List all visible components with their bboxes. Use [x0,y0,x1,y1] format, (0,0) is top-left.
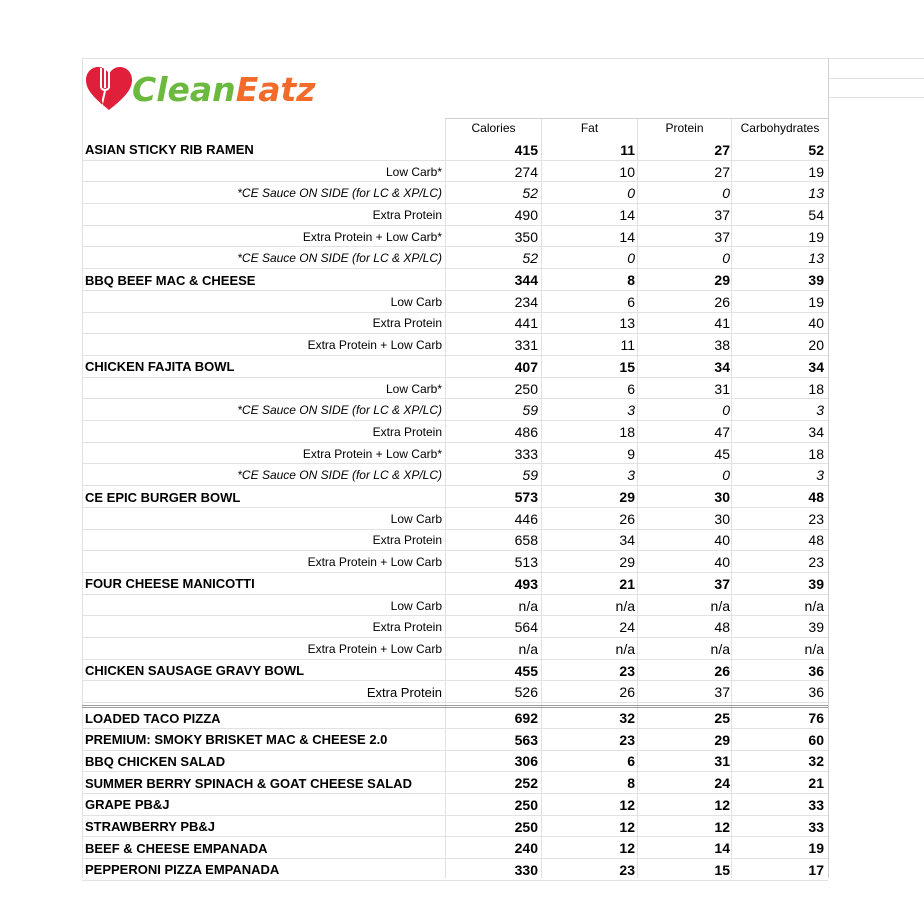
item-name: SUMMER BERRY SPINACH & GOAT CHEESE SALAD [85,775,412,791]
fat-value: 26 [619,510,635,527]
variant-label: Extra Protein + Low Carb [307,338,442,353]
protein-value: 27 [714,163,730,180]
fat-value: 13 [619,315,635,332]
fat-value: 29 [619,489,635,506]
protein-value: 40 [714,554,730,571]
carbohydrates-value: 19 [808,163,824,180]
carbohydrates-value: 39 [808,272,824,289]
calories-value: 274 [514,163,538,180]
calories-value: 52 [522,185,538,202]
calories-value: 490 [514,206,538,223]
variant-label: Low Carb [390,511,442,526]
fat-value: 15 [619,358,635,375]
calories-value: 692 [514,710,538,727]
grid-line [828,78,924,79]
carbohydrates-value: 39 [808,575,824,592]
calories-value: 407 [514,358,538,375]
protein-value: 0 [722,250,730,267]
fat-value: 29 [619,554,635,571]
variant-label: Extra Protein [372,533,442,548]
table-row-variant [82,378,828,400]
item-name: CHICKEN FAJITA BOWL [85,359,235,375]
calories-value: 240 [514,840,538,857]
fat-value: 24 [619,619,635,636]
protein-value: 31 [714,380,730,397]
table-row-variant [82,530,828,552]
table-row-item [82,573,828,595]
protein-value: 38 [714,337,730,354]
grid-line [82,58,924,59]
grid-line [828,97,924,98]
variant-label: Extra Protein [372,207,442,222]
calories-value: n/a [518,640,538,657]
protein-value: 37 [714,206,730,223]
table-row-item [82,660,828,682]
carbohydrates-value: 36 [808,684,824,701]
fat-value: 12 [619,796,635,813]
item-name: CE EPIC BURGER BOWL [85,489,241,505]
fat-value: 3 [627,402,635,419]
table-row-item [82,269,828,291]
calories-value: 526 [514,684,538,701]
carbohydrates-value: 19 [808,293,824,310]
protein-value: n/a [710,597,730,614]
carbohydrates-value: 21 [808,775,824,792]
carbohydrates-value: 33 [808,818,824,835]
protein-value: 34 [714,358,730,375]
variant-label: Extra Protein [372,620,442,635]
carbohydrates-value: 17 [808,861,824,878]
variant-label: Extra Protein + Low Carb* [302,446,442,461]
protein-value: 37 [714,228,730,245]
variant-label: Low Carb* [385,381,442,396]
table-row-item [82,707,828,729]
grid-line [82,702,828,703]
fat-value: 11 [620,337,635,354]
fat-value: 34 [619,532,635,549]
fat-value: 32 [619,710,635,727]
calories-value: n/a [518,597,538,614]
carbohydrates-value: 3 [816,467,824,484]
calories-value: 333 [514,445,538,462]
fat-value: 11 [620,141,635,158]
calories-value: 331 [514,337,538,354]
protein-value: 0 [722,185,730,202]
carbohydrates-value: 34 [808,358,824,375]
item-name: FOUR CHEESE MANICOTTI [85,576,255,592]
variant-label: Extra Protein + Low Carb* [302,229,442,244]
carbohydrates-value: 32 [808,753,824,770]
table-row-item [82,729,828,751]
table-row-variant [82,226,828,248]
carbohydrates-value: 60 [808,731,824,748]
protein-value: 14 [714,840,730,857]
grid-line [828,58,829,878]
carbohydrates-value: 19 [808,840,824,857]
calories-value: 446 [514,510,538,527]
item-name: BEEF & CHEESE EMPANADA [85,840,268,856]
carbohydrates-value: 23 [808,510,824,527]
carbohydrates-value: 40 [808,315,824,332]
fat-value: 23 [619,861,635,878]
table-row-variant [82,399,828,421]
item-name: LOADED TACO PIZZA [85,710,221,726]
table-row-variant [82,682,828,704]
grid-line [82,880,828,881]
table-row-item [82,794,828,816]
variant-label: *CE Sauce ON SIDE (for LC & XP/LC) [237,468,442,483]
protein-value: 24 [714,775,730,792]
fat-value: 14 [619,228,635,245]
fat-value: 26 [619,684,635,701]
carbohydrates-value: n/a [804,640,824,657]
variant-label: Extra Protein [372,316,442,331]
item-name: PREMIUM: SMOKY BRISKET MAC & CHEESE 2.0 [85,732,388,748]
header-carbohydrates: Carbohydrates [740,121,820,135]
fat-value: 21 [619,575,635,592]
protein-value: 48 [714,619,730,636]
calories-value: 59 [522,467,538,484]
variant-label: *CE Sauce ON SIDE (for LC & XP/LC) [237,251,442,266]
logo-wordmark [132,68,315,112]
table-row-item [82,859,828,881]
variant-label: Low Carb [390,294,442,309]
table-row-variant [82,204,828,226]
logo-word-eatz: Eatz [235,70,316,109]
table-row-item [82,139,828,161]
table-row-variant [82,313,828,335]
table-row-item [82,816,828,838]
fat-value: 18 [619,423,635,440]
calories-value: 441 [514,315,538,332]
calories-value: 252 [514,775,538,792]
table-row-variant [82,421,828,443]
carbohydrates-value: n/a [804,597,824,614]
item-name: PEPPERONI PIZZA EMPANADA [85,862,280,878]
calories-value: 306 [514,753,538,770]
table-row-variant [82,638,828,660]
section-divider [82,705,828,706]
carbohydrates-value: 76 [808,710,824,727]
fat-value: 0 [627,250,635,267]
variant-label: Low Carb [390,598,442,613]
calories-value: 486 [514,423,538,440]
table-row-variant [82,248,828,270]
item-name: BBQ BEEF MAC & CHEESE [85,272,256,288]
fat-value: 8 [627,272,635,289]
calories-value: 573 [514,489,538,506]
protein-value: 47 [714,423,730,440]
carbohydrates-value: 20 [808,337,824,354]
protein-value: n/a [710,640,730,657]
table-row-item [82,837,828,859]
protein-value: 37 [714,575,730,592]
table-row-item [82,772,828,794]
table-row-variant [82,508,828,530]
protein-value: 0 [722,467,730,484]
calories-value: 513 [514,554,538,571]
variant-label: Extra Protein + Low Carb [307,641,442,656]
table-row-variant [82,334,828,356]
item-name: BBQ CHICKEN SALAD [85,753,226,769]
item-name: CHICKEN SAUSAGE GRAVY BOWL [85,663,305,679]
fat-value: n/a [615,640,635,657]
variant-label: Extra Protein [366,684,442,700]
carbohydrates-value: 39 [808,619,824,636]
fat-value: 12 [619,840,635,857]
carbohydrates-value: 36 [808,662,824,679]
fat-value: 12 [619,818,635,835]
calories-value: 563 [514,731,538,748]
calories-value: 658 [514,532,538,549]
table-row-item [82,486,828,508]
fat-value: 6 [627,380,635,397]
fat-value: 3 [627,467,635,484]
carbohydrates-value: 3 [816,402,824,419]
calories-value: 330 [514,861,538,878]
item-name: ASIAN STICKY RIB RAMEN [85,142,254,158]
protein-value: 29 [714,272,730,289]
carbohydrates-value: 34 [808,423,824,440]
protein-value: 40 [714,532,730,549]
table-row-variant [82,551,828,573]
fat-value: 10 [619,163,635,180]
protein-value: 37 [714,684,730,701]
fat-value: 23 [619,731,635,748]
carbohydrates-value: 13 [808,185,824,202]
protein-value: 12 [714,796,730,813]
fat-value: 6 [627,293,635,310]
protein-value: 30 [714,510,730,527]
fat-value: 9 [627,445,635,462]
protein-value: 27 [714,141,730,158]
protein-value: 12 [714,818,730,835]
calories-value: 564 [514,619,538,636]
carbohydrates-value: 23 [808,554,824,571]
calories-value: 234 [514,293,538,310]
variant-label: Low Carb* [385,164,442,179]
table-row-variant [82,616,828,638]
protein-value: 26 [714,662,730,679]
clean-eatz-logo [84,64,364,120]
fat-value: n/a [615,597,635,614]
calories-value: 250 [514,380,538,397]
heart-fork-icon [84,64,134,114]
calories-value: 493 [514,575,538,592]
protein-value: 15 [714,861,730,878]
carbohydrates-value: 18 [808,380,824,397]
carbohydrates-value: 19 [808,228,824,245]
item-name: STRAWBERRY PB&J [85,819,216,835]
table-row-variant [82,182,828,204]
table-row-item [82,356,828,378]
protein-value: 31 [714,753,730,770]
calories-value: 455 [514,662,538,679]
protein-value: 0 [722,402,730,419]
carbohydrates-value: 13 [808,250,824,267]
header-calories: Calories [471,121,516,135]
table-row-item [82,751,828,773]
fat-value: 23 [619,662,635,679]
protein-value: 45 [714,445,730,462]
fat-value: 0 [627,185,635,202]
table-row-variant [82,595,828,617]
protein-value: 25 [714,710,730,727]
carbohydrates-value: 52 [808,141,824,158]
variant-label: Extra Protein [372,424,442,439]
table-row-variant [82,161,828,183]
table-row-variant [82,291,828,313]
calories-value: 250 [514,796,538,813]
header-protein: Protein [665,121,704,135]
protein-value: 30 [714,489,730,506]
variant-label: Extra Protein + Low Carb [307,555,442,570]
protein-value: 41 [714,315,730,332]
variant-label: *CE Sauce ON SIDE (for LC & XP/LC) [237,186,442,201]
table-row-variant [82,465,828,487]
item-name: GRAPE PB&J [85,797,170,813]
calories-value: 250 [514,818,538,835]
logo-word-clean: Clean [132,70,236,109]
calories-value: 344 [514,272,538,289]
fat-value: 14 [619,206,635,223]
carbohydrates-value: 18 [808,445,824,462]
carbohydrates-value: 48 [808,489,824,506]
calories-value: 415 [514,141,538,158]
protein-value: 26 [714,293,730,310]
table-row-variant [82,443,828,465]
carbohydrates-value: 48 [808,532,824,549]
calories-value: 350 [514,228,538,245]
carbohydrates-value: 54 [808,206,824,223]
fat-value: 6 [627,753,635,770]
variant-label: *CE Sauce ON SIDE (for LC & XP/LC) [237,403,442,418]
header-fat: Fat [580,121,599,135]
calories-value: 52 [522,250,538,267]
fat-value: 8 [627,775,635,792]
carbohydrates-value: 33 [808,796,824,813]
calories-value: 59 [522,402,538,419]
protein-value: 29 [714,731,730,748]
